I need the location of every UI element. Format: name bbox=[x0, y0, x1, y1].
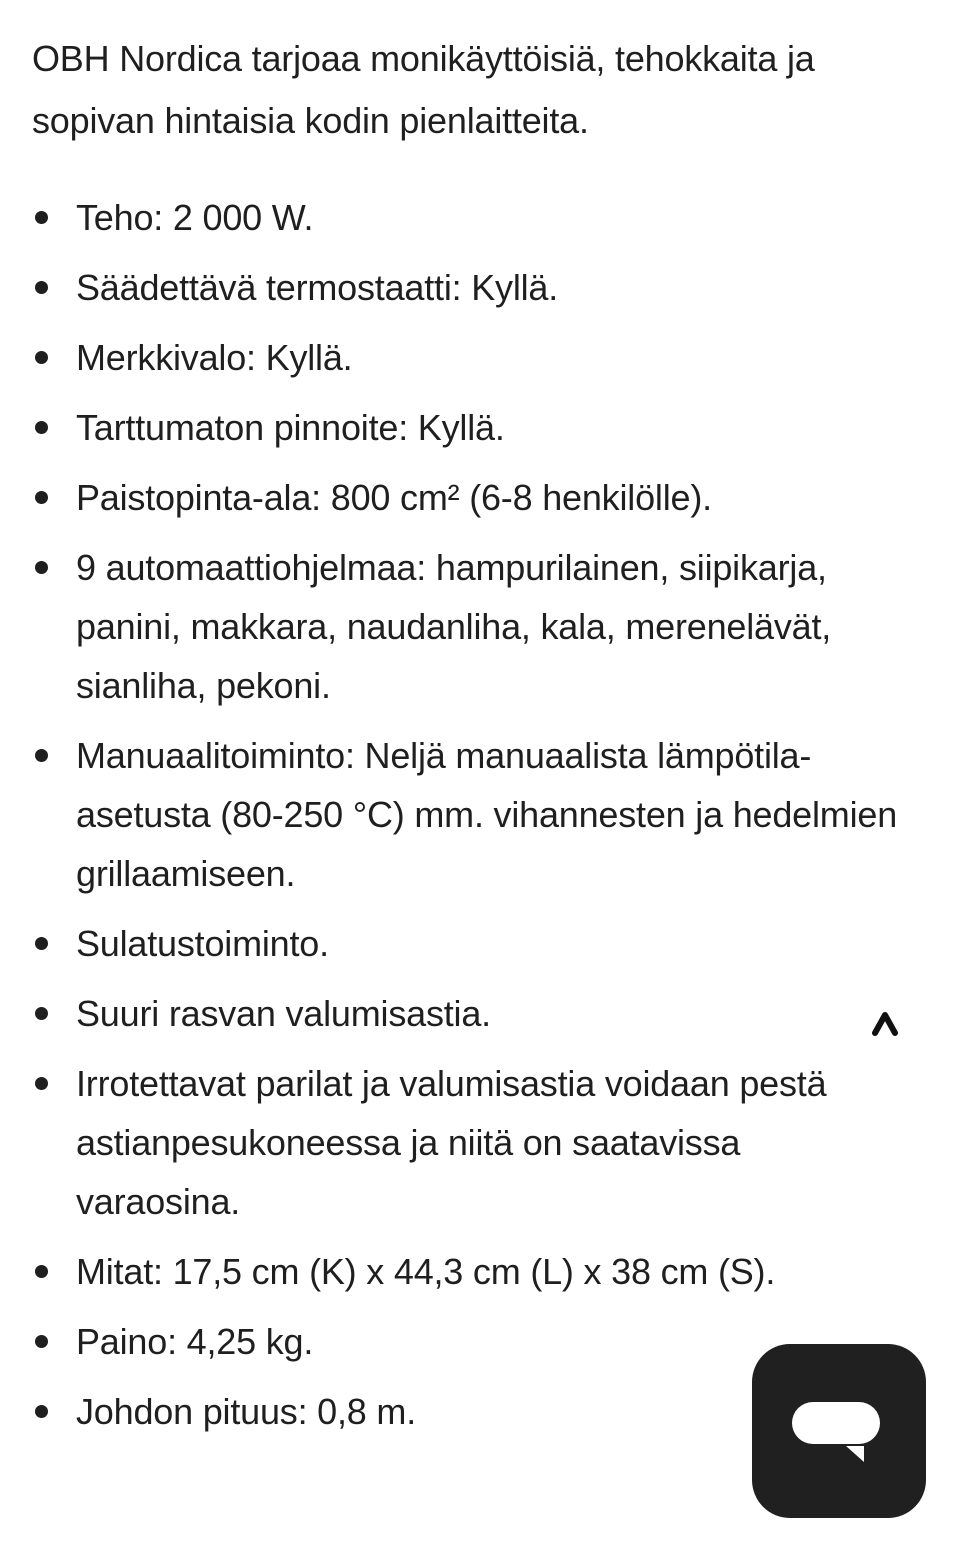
feature-text: Mitat: 17,5 cm (K) x 44,3 cm (L) x 38 cm (S). bbox=[76, 1251, 776, 1292]
bullet-icon bbox=[35, 351, 48, 364]
intro-text: OBH Nordica tarjoaa monikäyttöisiä, tehokkaita ja sopivan hintaisia kodin pienlaitteita. bbox=[32, 38, 815, 141]
feature-item bbox=[32, 1054, 912, 1231]
caret-up-icon[interactable] bbox=[870, 1008, 900, 1038]
feature-text: Suuri rasvan valumisastia. bbox=[76, 993, 491, 1034]
feature-text: Merkkivalo: Kyllä. bbox=[76, 337, 353, 378]
product-description bbox=[32, 28, 912, 1452]
feature-item bbox=[32, 914, 912, 973]
bullet-icon bbox=[35, 421, 48, 434]
feature-text: Irrotettavat parilat ja valumisastia voidaan pestä astianpesukoneessa ja niitä on saatavissa varaosina. bbox=[76, 1063, 827, 1222]
feature-item bbox=[32, 726, 912, 903]
feature-text: Manuaalitoiminto: Neljä manuaalista lämpötila-asetusta (80-250 °C) mm. vihannesten ja hedelmien grillaamiseen. bbox=[76, 735, 898, 894]
bullet-icon bbox=[35, 281, 48, 294]
feature-item bbox=[32, 258, 912, 317]
feature-item bbox=[32, 538, 912, 715]
feature-item bbox=[32, 1242, 912, 1301]
bullet-icon bbox=[35, 561, 48, 574]
feature-text: Teho: 2 000 W. bbox=[76, 197, 314, 238]
feature-item bbox=[32, 984, 912, 1043]
bullet-icon bbox=[35, 1265, 48, 1278]
bullet-icon bbox=[35, 1007, 48, 1020]
feature-list bbox=[32, 188, 912, 1441]
chat-bubble-icon bbox=[792, 1402, 884, 1466]
bullet-icon bbox=[35, 211, 48, 224]
feature-item bbox=[32, 398, 912, 457]
feature-item bbox=[32, 328, 912, 387]
feature-text: Paino: 4,25 kg. bbox=[76, 1321, 314, 1362]
feature-text: Säädettävä termostaatti: Kyllä. bbox=[76, 267, 559, 308]
bullet-icon bbox=[35, 749, 48, 762]
bullet-icon bbox=[35, 1405, 48, 1418]
bullet-icon bbox=[35, 1077, 48, 1090]
bullet-icon bbox=[35, 1335, 48, 1348]
feature-text: Tarttumaton pinnoite: Kyllä. bbox=[76, 407, 505, 448]
feature-item bbox=[32, 188, 912, 247]
bullet-icon bbox=[35, 491, 48, 504]
bullet-icon bbox=[35, 937, 48, 950]
feature-text: 9 automaattiohjelmaa: hampurilainen, siipikarja, panini, makkara, naudanliha, kala, merenelävät, sianliha, pekoni. bbox=[76, 547, 832, 706]
chat-button[interactable] bbox=[752, 1344, 926, 1518]
feature-text: Johdon pituus: 0,8 m. bbox=[76, 1391, 417, 1432]
feature-text: Paistopinta-ala: 800 cm² (6-8 henkilölle). bbox=[76, 477, 712, 518]
feature-item bbox=[32, 468, 912, 527]
feature-text: Sulatustoiminto. bbox=[76, 923, 329, 964]
